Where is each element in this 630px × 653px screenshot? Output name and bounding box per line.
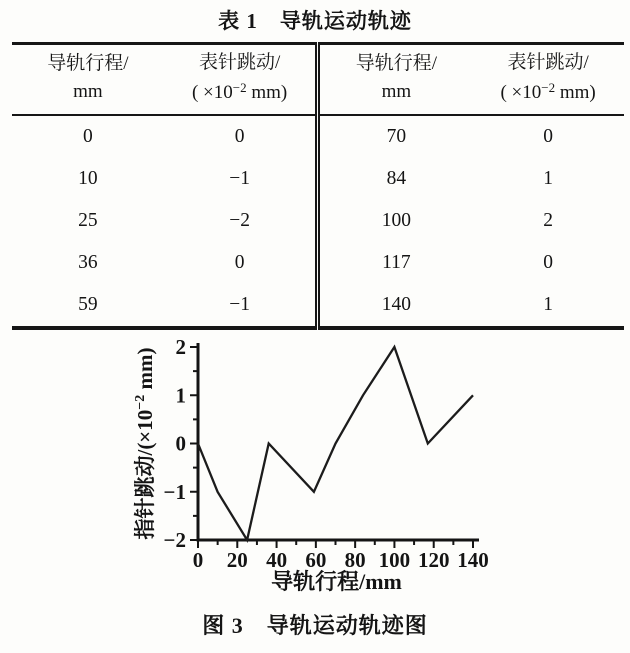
cell-jump: −1	[164, 158, 318, 200]
superscript-exponent: −2	[541, 79, 556, 95]
header-stroke-left-line1: 导轨行程/	[47, 52, 129, 74]
svg-text:60: 60	[305, 548, 327, 572]
figure-caption: 图 3 导轨运动轨迹图	[202, 613, 428, 638]
cell-jump: 0	[164, 115, 318, 158]
svg-text:120: 120	[417, 548, 450, 572]
svg-text:20: 20	[226, 548, 248, 572]
header-jump-left-line1: 表针跳动/	[198, 52, 281, 73]
cell-stroke: 59	[78, 294, 98, 315]
cell-stroke: 10	[78, 168, 98, 189]
svg-text:100: 100	[378, 548, 411, 572]
cell-stroke: 140	[381, 294, 411, 315]
svg-text:2: 2	[175, 335, 186, 359]
svg-text:0: 0	[175, 431, 186, 456]
cell-jump: 1	[543, 168, 553, 189]
svg-text:40: 40	[266, 548, 288, 572]
cell-stroke: 117	[382, 252, 411, 273]
svg-text:80: 80	[344, 548, 366, 572]
trajectory-polyline	[198, 347, 473, 540]
cell-jump: 0	[543, 126, 553, 147]
header-stroke-right-line2: mm	[381, 81, 412, 102]
svg-text:−2: −2	[163, 528, 186, 552]
header-stroke-right-line1: 导轨行程/	[355, 52, 437, 74]
cell-jump: −2	[164, 200, 318, 242]
cell-stroke: 100	[381, 210, 411, 231]
x-axis-label: 导轨行程/mm	[271, 569, 402, 594]
cell-stroke: 70	[386, 126, 407, 147]
header-stroke-left-line2: mm	[73, 81, 103, 102]
cell-jump: 0	[543, 252, 553, 273]
cell-jump: −1	[164, 284, 318, 328]
chart-axes	[197, 343, 480, 542]
chart-tick-labels	[164, 335, 489, 572]
header-jump-right-line1: 表针跳动/	[507, 52, 589, 73]
header-jump-left-unit: ( $\times 10^{-2}$ mm)	[191, 79, 288, 103]
cell-jump: 2	[543, 210, 553, 231]
header-jump-right-unit: ( $\times 10^{-2}$ mm)	[500, 79, 596, 103]
superscript-exponent: −2	[232, 79, 247, 95]
svg-text:0: 0	[192, 548, 204, 572]
svg-text:−1: −1	[163, 479, 186, 504]
cell-stroke: 84	[386, 168, 407, 189]
cell-stroke: 36	[78, 252, 98, 273]
cell-jump: 0	[164, 242, 318, 284]
svg-text:140: 140	[457, 548, 489, 572]
cell-stroke: 25	[78, 210, 98, 231]
table-title: 表 1 导轨运动轨迹	[218, 9, 412, 33]
svg-text:1: 1	[175, 383, 186, 408]
y-axis-label: 指针跳动$/(\times 10^{-2}$ mm)	[133, 347, 157, 540]
cell-stroke: 0	[83, 126, 93, 147]
cell-jump: 1	[543, 294, 553, 315]
